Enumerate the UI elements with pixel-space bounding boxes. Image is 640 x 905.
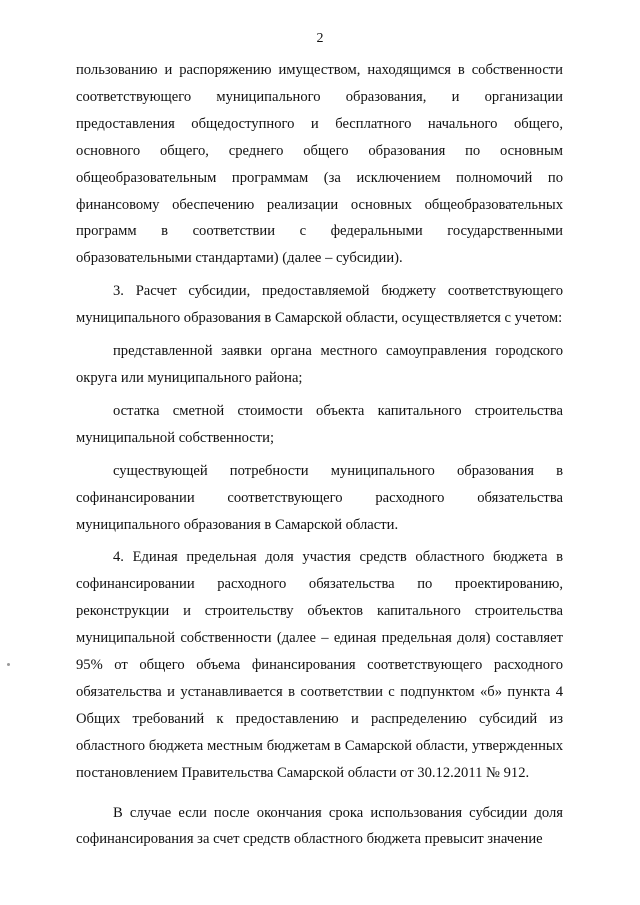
paragraph-item-3: 3. Расчет субсидии, предоставляемой бюджету соответствующего муниципального образования в Самарской области, осуществляется с учетом: (76, 283, 563, 327)
page-number: 2 (316, 31, 324, 46)
paragraph-excess-share: В случае если после окончания срока использования субсидии доля софинансирования за счет средств областного бюджета превысит значение (76, 804, 563, 848)
paragraph-continuation: пользованию и распоряжению имуществом, находящимся в собственности соответствующего муниципального образования, и организации предоставления общедоступного и бесплатного начального общего, основного общего, среднего общего образования по основным общеобразовательным программам (за исключением полномочий по финансовому обеспечению реализации основных общеобразовательных программ в соответствии с федеральными государственными образовательными стандартами) (далее – субсидии). (76, 62, 563, 267)
scan-speck (7, 663, 10, 666)
paragraph-application: представленной заявки органа местного самоуправления городского округа или муниципального района; (76, 343, 563, 386)
paragraph-remaining-cost: остатка сметной стоимости объекта капитального строительства муниципальной собственности; (76, 402, 563, 446)
document-body (76, 57, 563, 853)
paragraph-item-4: 4. Единая предельная доля участия средств областного бюджета в софинансировании расходного обязательства по проектированию, реконструкции и строительству объектов капитального строительства муниципальной собственности (далее – единая предельная доля) составляет 95% от общего объема финансирования соответствующего расходного обязательства и устанавливается в соответствии с подпунктом «б» пункта 4 Общих требований к предоставлению и распределению субсидий из областного бюджета местным бюджетам в Самарской области, утвержденных постановлением Правительства Самарской области от 30.12.2011 № 912. (76, 549, 563, 781)
paragraph-cofinancing-need: существующей потребности муниципального образования в софинансировании соответствующего расходного обязательства муниципального образования в Самарской области. (76, 462, 563, 533)
